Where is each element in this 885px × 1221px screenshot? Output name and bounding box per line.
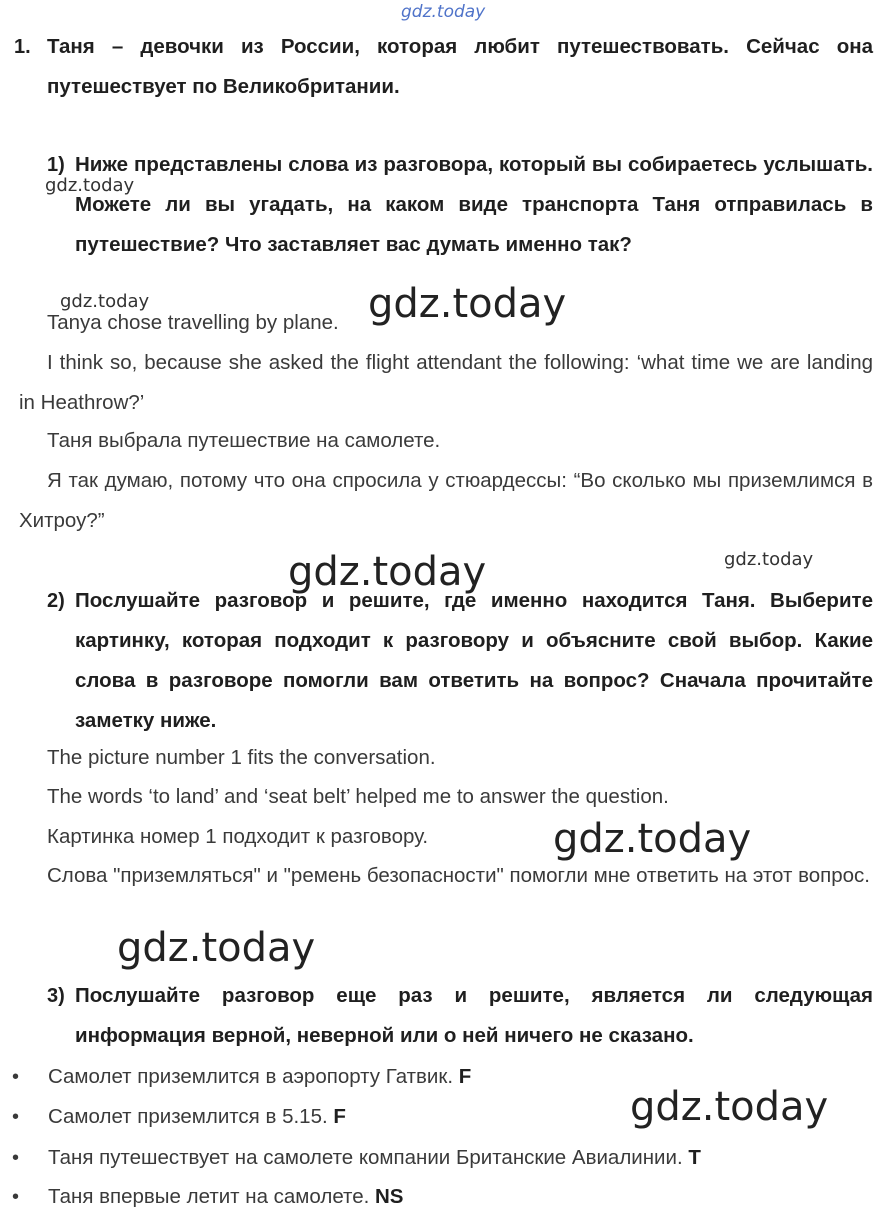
part2-answer-2: The words ‘to land’ and ‘seat belt’ helped me to answer the question. <box>47 785 669 808</box>
watermark-big-2: gdz.today <box>288 549 487 595</box>
list-item <box>48 1138 701 1178</box>
list-item-text: Самолет приземлится в 5.15. <box>48 1105 328 1128</box>
answer-mark: NS <box>375 1185 404 1208</box>
list-item <box>48 1057 471 1097</box>
task-text: Таня – девочки из России, которая любит путешествовать. Сейчас она путешествует по Великобритании. <box>47 35 873 98</box>
part3-number: 3) <box>47 985 65 1007</box>
list-item-text: Самолет приземлится в аэропорту Гатвик. <box>48 1065 454 1088</box>
list-item <box>48 1177 403 1217</box>
list-item-text: Таня путешествует на самолете компании Британские Авиалинии. <box>48 1146 683 1169</box>
part1-number: 1) <box>47 154 65 176</box>
bullet-3: • <box>12 1147 20 1169</box>
watermark-small-3: gdz.today <box>724 549 814 570</box>
part3-question: Послушайте разговор еще раз и решите, является ли следующая информация верной, неверной или о ней ничего не сказано. <box>75 984 873 1047</box>
part2-number: 2) <box>47 590 65 612</box>
part1-answer-3: Таня выбрала путешествие на самолете. <box>47 429 441 452</box>
bullet-1: • <box>12 1066 20 1088</box>
watermark-small-2: gdz.today <box>60 291 150 312</box>
answer-mark: F <box>458 1065 472 1088</box>
answer-mark: F <box>333 1105 346 1128</box>
bullet-2: • <box>12 1106 20 1128</box>
part1-question: Ниже представлены слова из разговора, который вы собираетесь услышать. Можете ли вы угадать, на каком виде транспорта Таня отправилась в путешествие? Что заставляет вас думать именно так? <box>75 153 873 256</box>
part1-answer-2: I think so, because she asked the flight attendant the following: ‘what time we are landing in Heathrow?’ <box>19 351 873 414</box>
part2-question: Послушайте разговор и решите, где именно находится Таня. Выберите картинку, которая подходит к разговору и объясните свой выбор. Какие слова в разговоре помогли вам ответить на вопрос? Сначала прочитайте заметку ниже. <box>75 589 873 732</box>
answer-mark: T <box>688 1146 701 1169</box>
part2-answer-3: Картинка номер 1 подходит к разговору. <box>47 825 429 848</box>
part2-answer-1: The picture number 1 fits the conversation. <box>47 746 436 769</box>
watermark-big-1: gdz.today <box>368 281 567 327</box>
watermark-top: gdz.today <box>401 2 486 22</box>
list-item <box>48 1097 346 1137</box>
part1-answer-4: Я так думаю, потому что она спросила у стюардессы: “Во сколько мы приземлимся в Хитроу?” <box>19 469 873 532</box>
part2-answer-4: Слова "приземляться" и "ремень безопасности" помогли мне ответить на этот вопрос. <box>47 864 870 887</box>
task-number: 1. <box>14 36 31 58</box>
bullet-4: • <box>12 1186 20 1208</box>
watermark-big-3: gdz.today <box>553 816 752 862</box>
list-item-text: Таня впервые летит на самолете. <box>48 1185 370 1208</box>
watermark-big-4: gdz.today <box>117 925 316 971</box>
watermark-small-1: gdz.today <box>45 175 135 196</box>
part1-answer-1: Tanya chose travelling by plane. <box>47 311 339 334</box>
watermark-big-5: gdz.today <box>630 1084 829 1130</box>
